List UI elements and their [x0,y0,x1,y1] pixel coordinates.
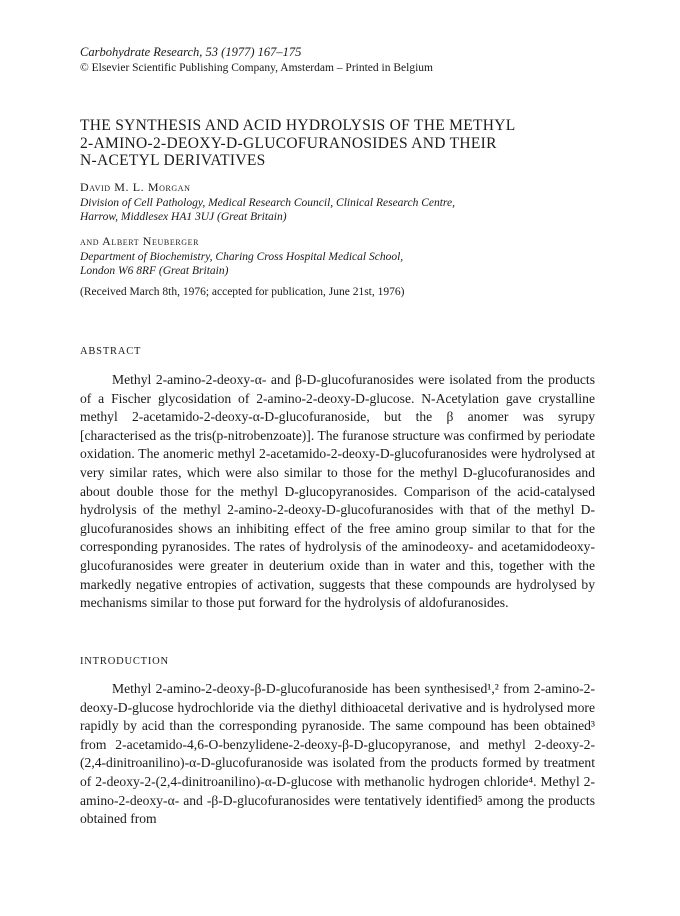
title-line-3: N-ACETYL DERIVATIVES [80,152,266,169]
article-title [80,117,620,170]
abstract-heading: ABSTRACT [80,346,142,357]
copyright-line: © Elsevier Scientific Publishing Company, Amsterdam – Printed in Belgium [80,62,433,74]
author-affiliation-2b: London W6 8RF (Great Britain) [80,265,229,277]
author-name-1: David M. L. Morgan [80,180,191,194]
author-affiliation-1a: Division of Cell Pathology, Medical Research Council, Clinical Research Centre, [80,197,455,209]
title-line-1: THE SYNTHESIS AND ACID HYDROLYSIS OF THE METHYL [80,117,516,134]
received-dates: (Received March 8th, 1976; accepted for publication, June 21st, 1976) [80,286,405,298]
journal-citation: Carbohydrate Research, 53 (1977) 167–175 [80,45,302,59]
author-affiliation-2a: Department of Biochemistry, Charing Cross Hospital Medical School, [80,251,404,263]
abstract-text: Methyl 2-amino-2-deoxy-α- and β-D-glucofuranosides were isolated from the products of a Fischer glycosidation of 2-amino-2-deoxy-D-glucose. N-Acetylation gave crystalline methyl 2-acetamido-2-deoxy-α-D-glucofuranoside, but the β anomer was syrupy [characterised as the tris(p-nitrobenzoate)]. The furanose structure was confirmed by periodate oxidation. The anomeric methyl 2-acetamido-2-deoxy-D-glucofuranosides were hydrolysed at very similar rates, which were also similar to those for the methyl D-glucofuranosides and about double those for the methyl D-glucopyranosides. Comparison of the acid-catalysed hydrolysis of the methyl 2-amino-2-deoxy-D-glucofuranosides with that of the methyl D-glucofuranosides shows an inhibiting effect of the free amino group similar to that for the corresponding pyranosides. The rates of hydrolysis of the aminodeoxy- and acetamidodeoxy-glucofuranosides were greater in deuterium oxide than in water and this, together with the markedly negative entropies of activation, suggests that these compounds are hydrolysed by mechanisms similar to those put forward for the hydrolysis of aldofuranosides. [80,372,595,611]
introduction-heading: INTRODUCTION [80,656,169,667]
introduction-text: Methyl 2-amino-2-deoxy-β-D-glucofuranoside has been synthesised¹,² from 2-amino-2-deoxy-D-glucose hydrochloride via the diethyl dithioacetal derivative and is hydrolysed more rapidly by acid than the corresponding pyranoside. The same compound has been obtained³ from 2-acetamido-4,6-O-benzylidene-2-deoxy-β-D-glucopyranose, and methyl 2-deoxy-2-(2,4-dinitroanilino)-α-D-glucofuranoside was isolated from the products formed by treatment of 2-deoxy-2-(2,4-dinitroanilino)-α-D-glucose with methanolic hydrogen chloride⁴. Methyl 2-amino-2-deoxy-α- and -β-D-glucofuranosides were tentatively identified⁵ among the products obtained from [80,681,595,827]
title-line-2: 2-AMINO-2-DEOXY-D-GLUCOFURANOSIDES AND THEIR [80,134,497,152]
author-name-2: and Albert Neuberger [80,234,200,248]
author-affiliation-1b: Harrow, Middlesex HA1 3UJ (Great Britain) [80,211,287,223]
